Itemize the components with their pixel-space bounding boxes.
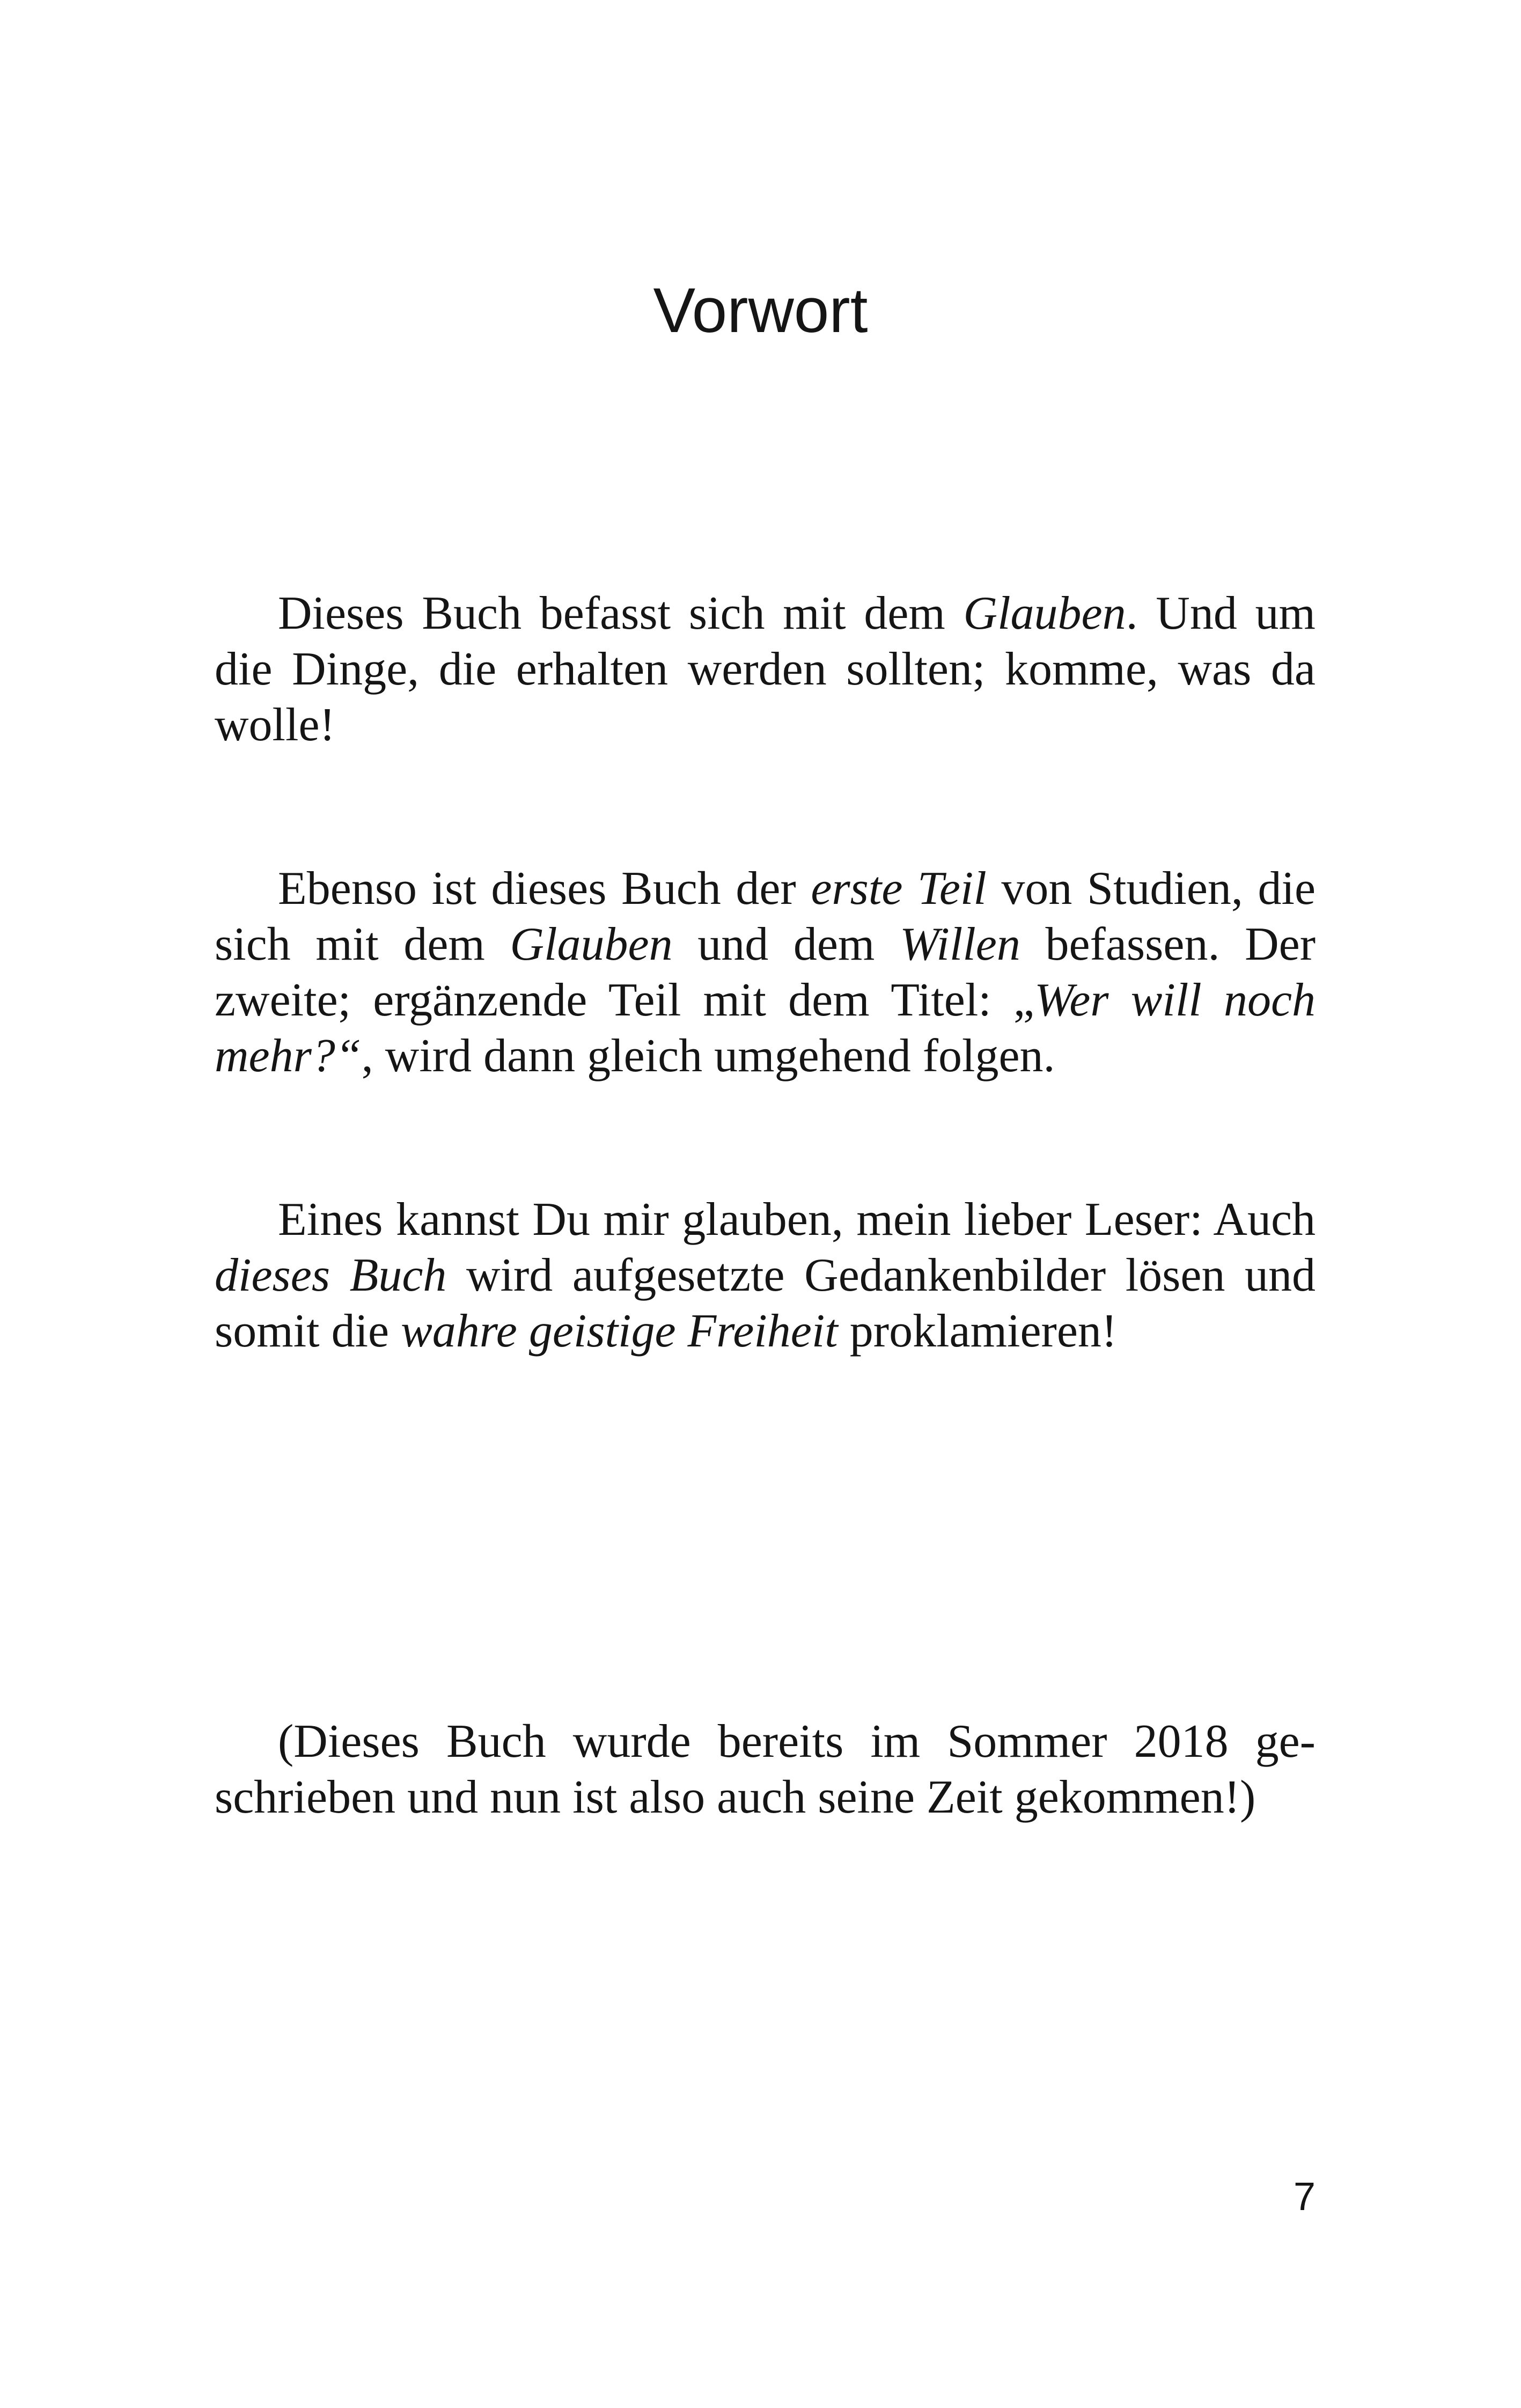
text-run: wird aufgesetzte Gedankenbilder lösen und — [446, 1249, 1316, 1301]
text-run: zweite; ergänzende Teil mit dem Titel: „ — [215, 974, 1034, 1026]
italic-text-run: Wer will noch — [1034, 974, 1316, 1026]
paragraph-line — [215, 1028, 1316, 1084]
italic-text-run: mehr?“ — [215, 1030, 362, 1082]
paragraph-line: schrieben und nun ist also auch seine Zeit gekommen!) — [215, 1771, 1256, 1823]
italic-text-run: wahre geistige Freiheit — [401, 1305, 838, 1357]
paragraph-line — [215, 917, 1316, 973]
paragraph-line — [215, 973, 1316, 1028]
italic-text-run: dieses Buch — [215, 1249, 447, 1301]
text-run: somit die — [215, 1305, 401, 1357]
text-run: befassen. Der — [1020, 918, 1316, 970]
paragraph-part-one — [215, 861, 1316, 1084]
italic-text-run: Willen — [899, 918, 1020, 970]
text-run: sich mit dem — [215, 918, 510, 970]
paragraph-line — [215, 1248, 1316, 1304]
paragraph-line: wolle! — [215, 699, 335, 751]
paragraph-line — [215, 586, 1316, 642]
paragraph-line: die Dinge, die erhalten werden sollten; komme, was da — [215, 643, 1316, 695]
italic-text-run: Glauben — [963, 587, 1126, 639]
paragraph-line: Eines kannst Du mir glauben, mein lieber Leser: Auch — [278, 1194, 1316, 1246]
paragraph-line: (Dieses Buch wurde bereits im Sommer 2018 ge- — [278, 1715, 1316, 1768]
paragraph-intro — [215, 586, 1316, 753]
text-run: Dieses Buch befasst sich mit dem — [278, 587, 964, 639]
text-run: Ebenso ist dieses Buch der — [278, 863, 811, 915]
text-run: , wird dann gleich umgehend folgen. — [361, 1030, 1055, 1082]
text-run: . Und um — [1126, 587, 1316, 639]
text-run: proklamieren! — [837, 1305, 1118, 1357]
text-run: und dem — [672, 918, 900, 970]
italic-text-run: erste Teil — [811, 863, 987, 915]
paragraph-freedom — [215, 1192, 1316, 1359]
text-run: von Studien, die — [986, 863, 1316, 915]
paragraph-line — [215, 861, 1316, 917]
page-number: 7 — [1293, 2174, 1316, 2219]
paragraph-line — [215, 1304, 1316, 1359]
paragraph-note — [215, 1714, 1316, 1825]
italic-text-run: Glauben — [510, 918, 673, 970]
page-title: Vorwort — [653, 275, 868, 347]
